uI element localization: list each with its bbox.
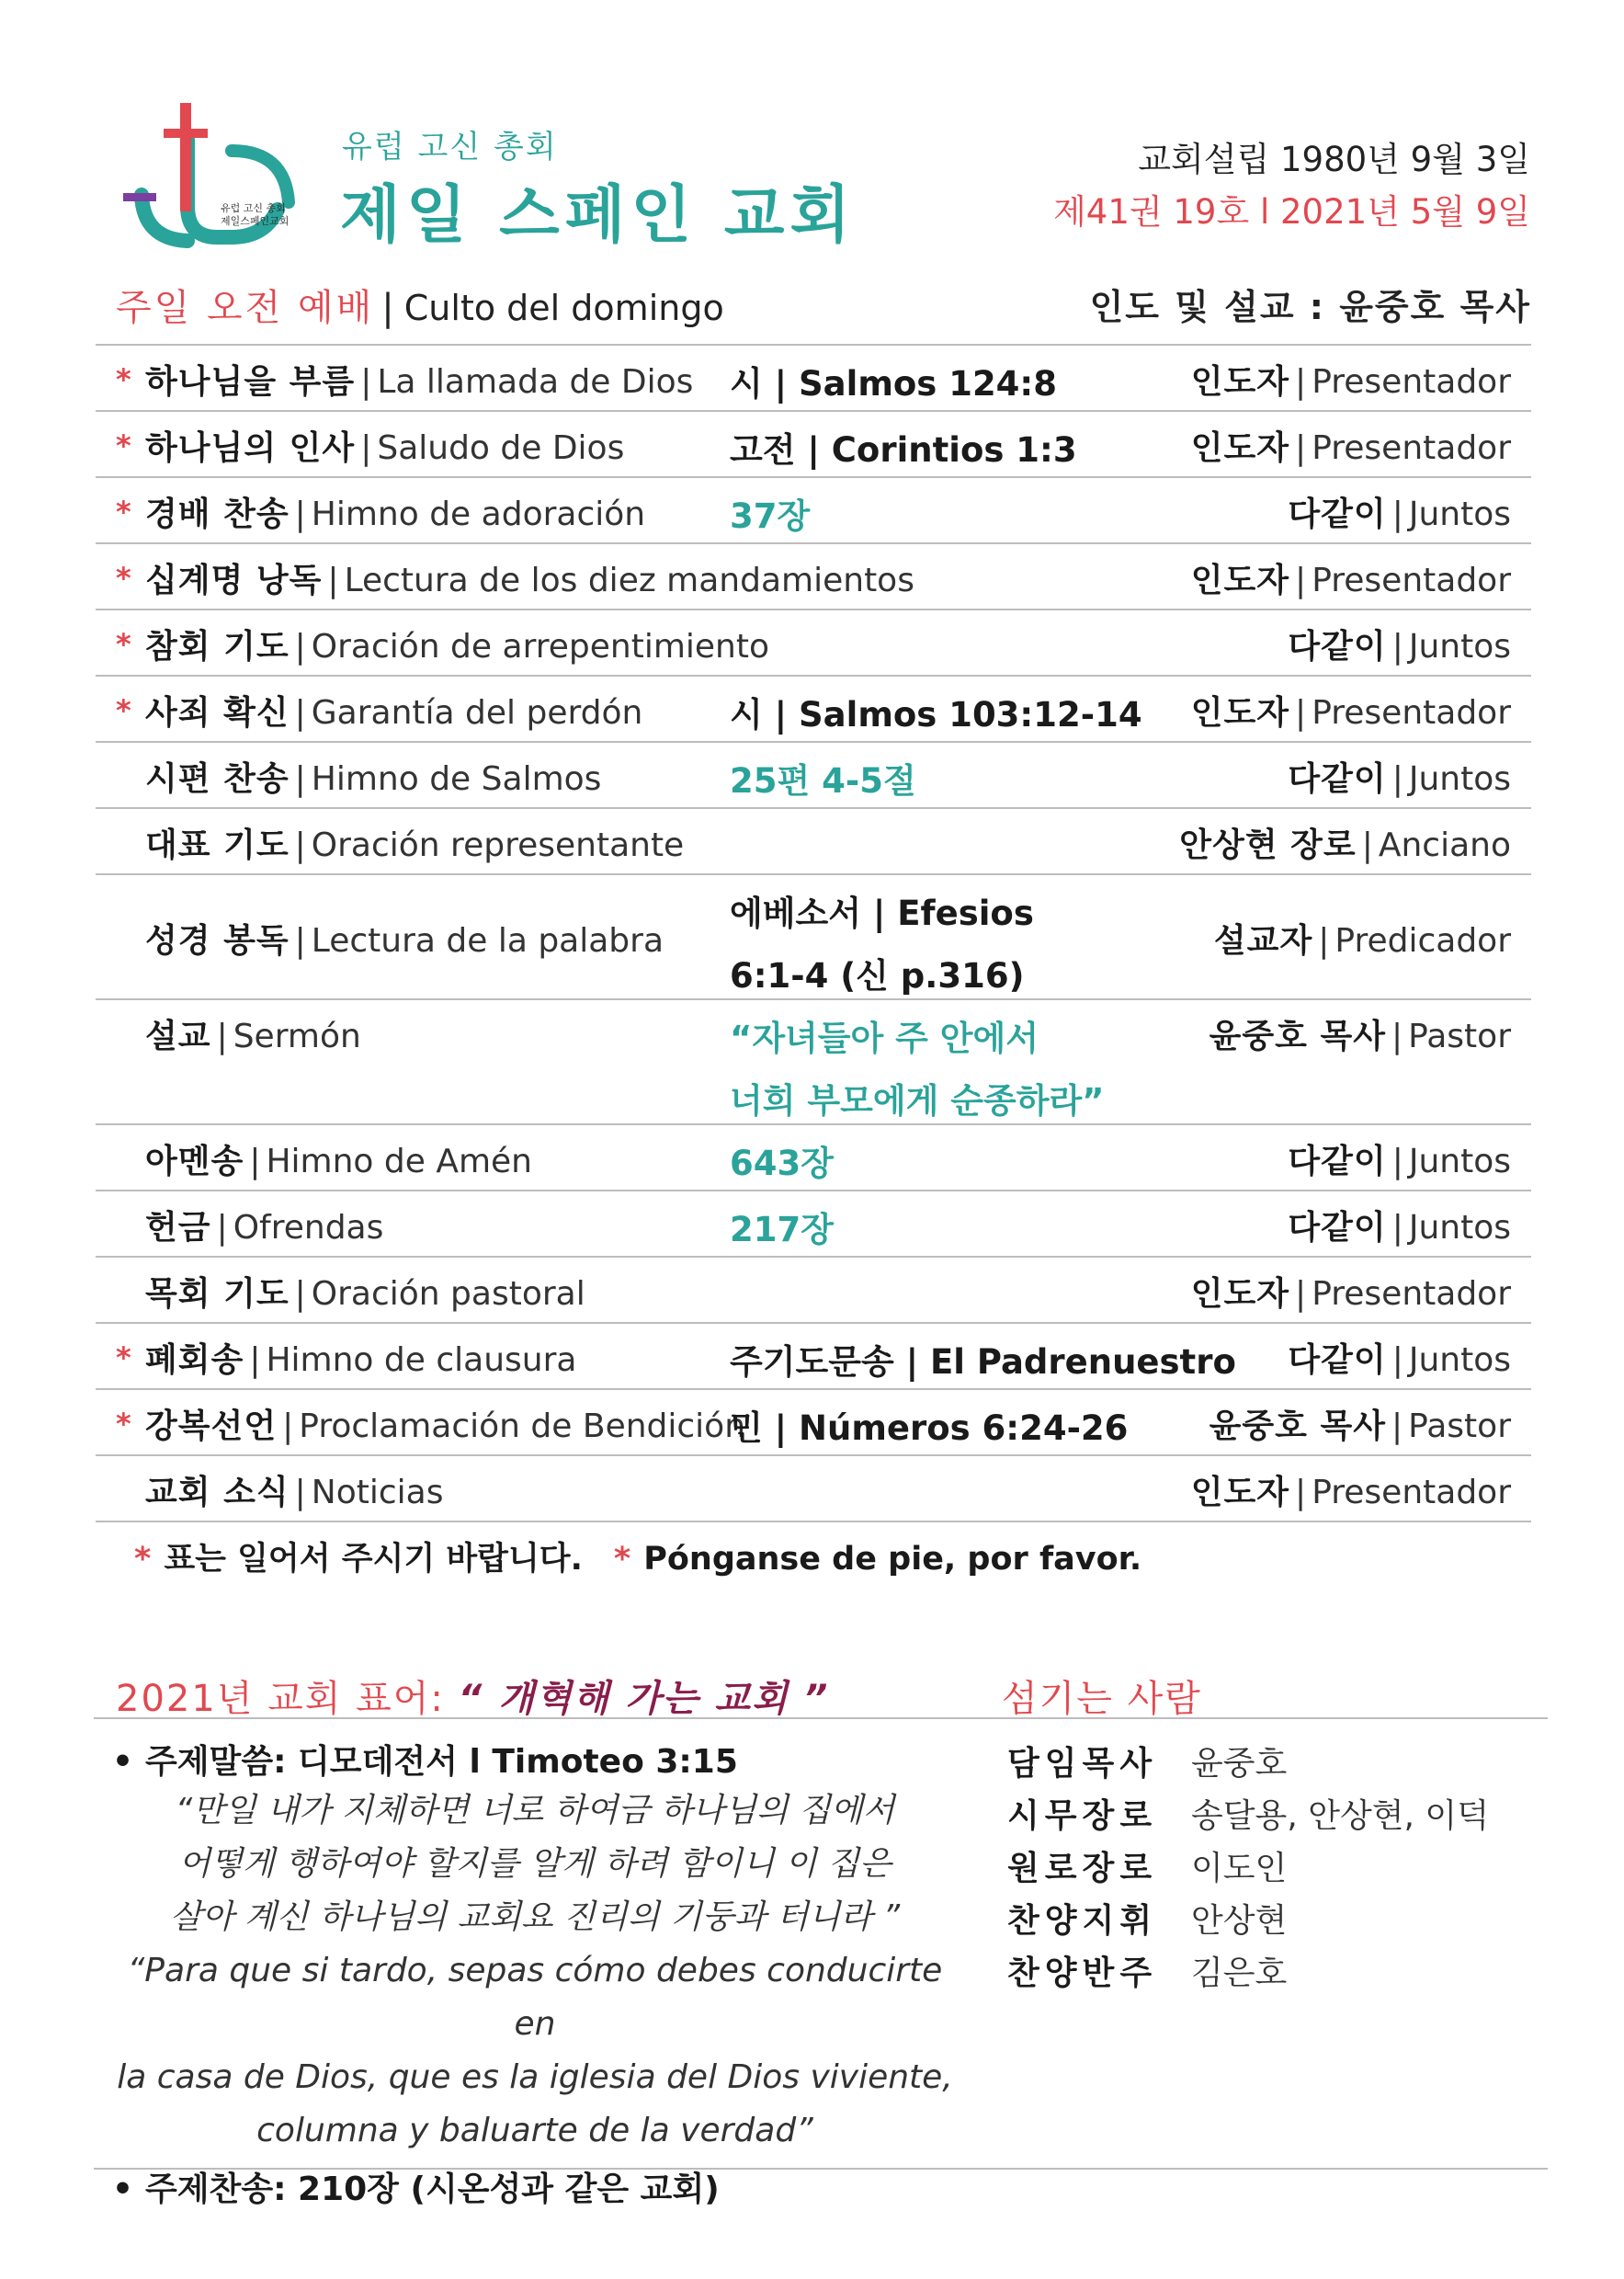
star-icon: *: [116, 495, 131, 530]
worship-role: 인도자 | Presentador: [1190, 562, 1511, 599]
worship-item: 목회 기도 | Oración pastoral: [145, 1275, 585, 1313]
worship-reference: 에베소서 | Efesios 6:1-4 (신 p.316): [730, 894, 1034, 996]
servant-row: [1007, 1895, 1489, 1947]
worship-row: [96, 807, 1531, 873]
worship-row: [96, 476, 1531, 542]
star-icon: *: [116, 561, 131, 596]
worship-row: [96, 1322, 1531, 1388]
servant-role: 담임목사: [1007, 1745, 1158, 1783]
worship-row: [96, 344, 1531, 410]
motto-label: 2021년 교회 표어:: [116, 1678, 445, 1720]
star-icon: *: [613, 1541, 631, 1578]
servant-names: 윤중호: [1191, 1745, 1288, 1783]
worship-item: 폐회송 | Himno de clausura: [145, 1341, 577, 1379]
star-icon: *: [116, 1407, 131, 1441]
worship-row: [96, 1388, 1531, 1454]
star-icon: *: [116, 693, 131, 728]
worship-reference: 217장: [730, 1210, 834, 1249]
servant-names: 김은호: [1191, 1954, 1288, 1992]
worship-item: 설교 | Sermón: [145, 1018, 361, 1055]
worship-role: 안상현 장로 | Anciano: [1179, 826, 1511, 864]
worship-role: 다같이 | Juntos: [1288, 628, 1511, 666]
star-icon: *: [134, 1541, 152, 1578]
servant-row: [1007, 1790, 1489, 1842]
worship-item: 경배 찬송 | Himno de adoración: [145, 496, 646, 533]
servant-names: 이도인: [1191, 1850, 1288, 1887]
worship-item: 사죄 확신 | Garantía del perdón: [145, 694, 643, 732]
worship-item: 아멘송 | Himno de Amén: [145, 1143, 532, 1180]
worship-item: 참회 기도 | Oración de arrepentimiento: [145, 628, 769, 666]
servant-row: [1007, 1842, 1489, 1895]
worship-row: [96, 741, 1531, 807]
worship-item: 십계명 낭독 | Lectura de los diez mandamientos: [145, 562, 914, 599]
church-logo: [123, 103, 303, 250]
theme-block: [112, 1730, 958, 2210]
worship-item: 교회 소식 | Noticias: [145, 1474, 444, 1511]
theme-verse-label: • 주제말씀: 디모데전서 l Timoteo 3:15: [112, 1743, 738, 1781]
worship-role: 다같이 | Juntos: [1288, 1143, 1511, 1180]
worship-role: 윤중호 목사 | Pastor: [1209, 1407, 1511, 1445]
motto-header: [116, 1669, 829, 1722]
worship-item: 헌금 | Ofrendas: [145, 1209, 384, 1247]
worship-reference: 시 | Salmos 103:12-14: [730, 695, 1142, 735]
worship-reference: 643장: [730, 1144, 834, 1183]
servant-names: 송달용, 안상현, 이덕: [1191, 1797, 1489, 1835]
worship-title-ko: 주일 오전 예배: [116, 287, 375, 329]
star-icon: *: [116, 428, 131, 463]
star-icon: *: [116, 362, 131, 397]
star-icon: *: [116, 1340, 131, 1375]
worship-role: 설교자 | Predicador: [1213, 922, 1511, 960]
motto-phrase: “ 개혁해 가는 교회 ”: [458, 1678, 830, 1720]
stand-note: [134, 1533, 1141, 1579]
synod-name: 유럽 고신 총회: [342, 129, 558, 165]
worship-role: 다같이 | Juntos: [1288, 496, 1511, 533]
theme-hymn: • 주제찬송: 210장 (시온성과 같은 교회): [112, 2171, 720, 2208]
worship-row: [96, 1190, 1531, 1256]
worship-role: 다같이 | Juntos: [1288, 1341, 1511, 1379]
star-icon: *: [116, 627, 131, 662]
worship-role: 윤중호 목사 | Pastor: [1209, 1018, 1511, 1055]
bullet-icon: •: [112, 1743, 134, 1781]
servant-role: 찬양지휘: [1007, 1902, 1158, 1940]
stand-note-ko: 표는 일어서 주시기 바랍니다.: [164, 1541, 583, 1578]
logo-text-2: 제일스페인교회: [221, 215, 290, 227]
theme-verse-korean: “만일 내가 지체하면 너로 하여금 하나님의 집에서 어떻게 행하여야 할지를 알게 하려 함이니 이 집은 살아 계신 하나님의 교회요 진리의 기둥과 터니라 ”: [169, 1792, 901, 1936]
worship-row: [96, 675, 1531, 741]
worship-leader: 인도 및 설교 : 윤중호 목사: [1089, 287, 1531, 327]
worship-reference: 37장: [730, 496, 811, 536]
worship-item: 성경 봉독 | Lectura de la palabra: [145, 922, 664, 960]
order-of-worship: [96, 344, 1531, 1522]
servant-role: 원로장로: [1007, 1850, 1158, 1887]
worship-role: 인도자 | Presentador: [1190, 1474, 1511, 1511]
worship-row: [96, 410, 1531, 476]
worship-role: 인도자 | Presentador: [1190, 694, 1511, 732]
worship-title-es: Culto del domingo: [403, 288, 724, 328]
worship-item: 하나님의 인사 | Saludo de Dios: [145, 429, 625, 467]
worship-row: [96, 873, 1531, 998]
issue-info: 제41권 19호 l 2021년 5월 9일: [1053, 192, 1530, 232]
worship-role: 인도자 | Presentador: [1190, 363, 1511, 401]
worship-row: [96, 609, 1531, 675]
church-name: 제일 스페인 교회: [340, 179, 857, 252]
worship-row: [96, 1123, 1531, 1190]
worship-role: 다같이 | Juntos: [1288, 1209, 1511, 1247]
stand-note-es: Pónganse de pie, por favor.: [643, 1541, 1142, 1578]
servant-row: [1007, 1738, 1489, 1790]
servants-list: [1007, 1738, 1489, 2000]
worship-title: 주일 오전 예배 | Culto del domingo: [116, 287, 724, 329]
servant-role: 시무장로: [1007, 1797, 1158, 1835]
worship-item: 대표 기도 | Oración representante: [145, 826, 685, 864]
worship-item: 시편 찬송 | Himno de Salmos: [145, 760, 602, 798]
servants-title: 섬기는 사람: [1002, 1678, 1202, 1720]
worship-reference: 시 | Salmos 124:8: [730, 364, 1057, 404]
worship-item: 강복선언 | Proclamación de Bendición: [145, 1407, 746, 1445]
worship-reference: 주기도문송 | El Padrenuestro: [730, 1342, 1236, 1382]
servant-role: 찬양반주: [1007, 1954, 1158, 1992]
servant-row: [1007, 1947, 1489, 2000]
worship-row: [96, 542, 1531, 609]
divider: [94, 2168, 1548, 2170]
worship-role: 다같이 | Juntos: [1288, 760, 1511, 798]
worship-header: [116, 279, 1531, 334]
worship-reference: 고전 | Corintios 1:3: [730, 430, 1077, 470]
worship-row: [96, 998, 1531, 1123]
founding-date: 교회설립 1980년 9월 3일: [1138, 140, 1530, 179]
worship-role: 인도자 | Presentador: [1190, 429, 1511, 467]
worship-reference: 25편 4-5절: [730, 761, 916, 801]
worship-reference: “자녀들아 주 안에서 너희 부모에게 순종하라”: [730, 1019, 1105, 1121]
worship-item: 하나님을 부름 | La llamada de Dios: [145, 363, 694, 401]
servant-names: 안상현: [1191, 1902, 1288, 1940]
divider: [94, 1717, 1548, 1719]
bullet-icon: •: [112, 2171, 134, 2208]
worship-row: [96, 1454, 1531, 1522]
worship-row: [96, 1256, 1531, 1322]
worship-role: 인도자 | Presentador: [1190, 1275, 1511, 1313]
logo-text-1: 유럽 고신 총회: [221, 202, 286, 214]
worship-reference: 민 | Números 6:24-26: [730, 1408, 1129, 1448]
theme-verse-spanish: “Para que si tardo, sepas cómo debes conducirte en la casa de Dios, que es la iglesia del Dios viviente, columna y baluarte de la verdad”: [117, 1952, 953, 2149]
